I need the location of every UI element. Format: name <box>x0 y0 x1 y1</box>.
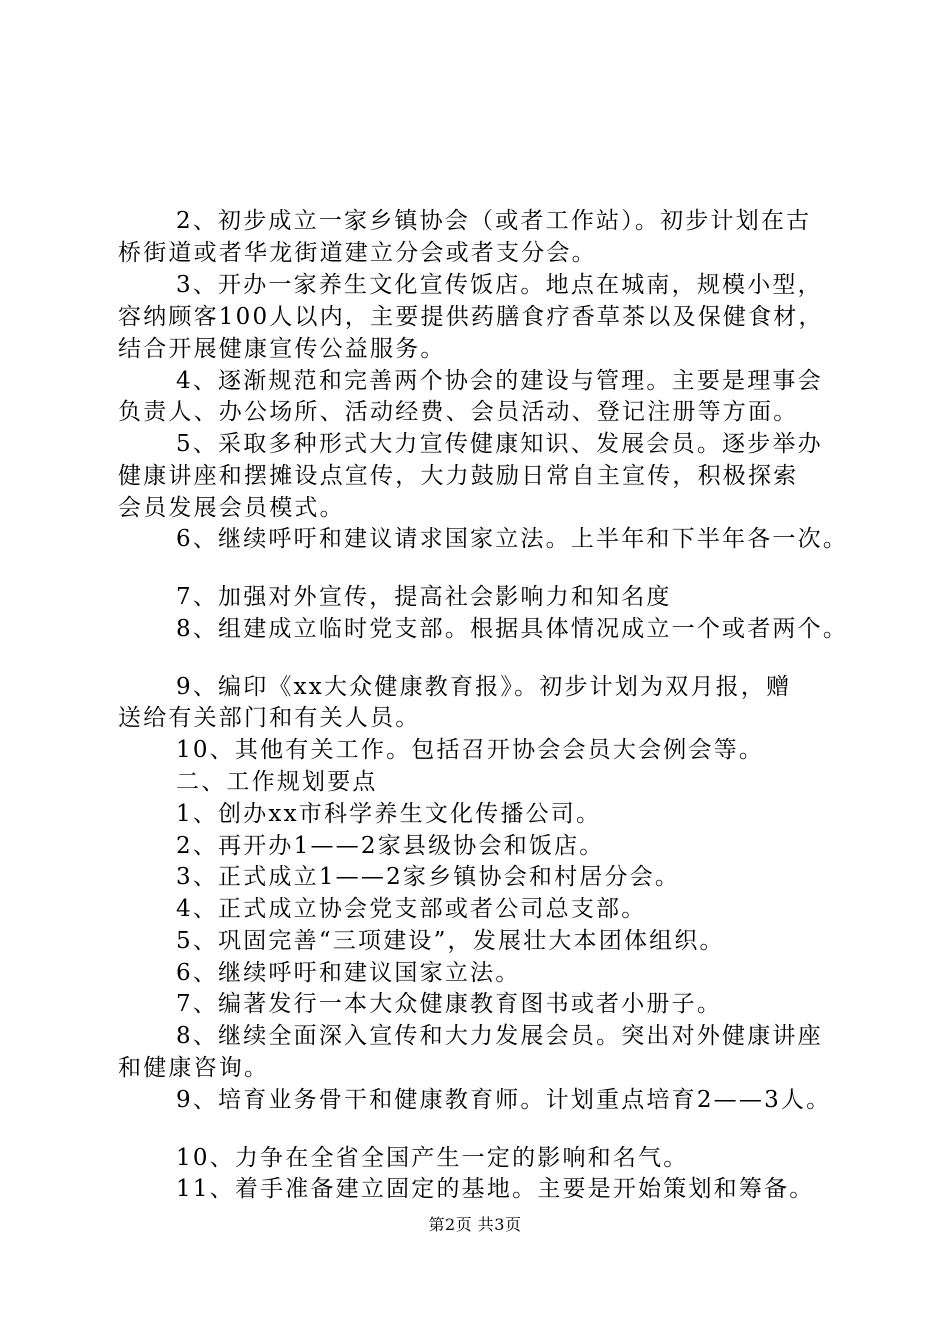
text-line: 11、着手准备建立固定的基地。主要是开始策划和筹备。 <box>176 1176 815 1202</box>
text-line: 10、其他有关工作。包括召开协会会员大会例会等。 <box>176 737 765 763</box>
text-line: 8、继续全面深入宣传和大力发展会员。突出对外健康讲座 <box>176 1023 823 1049</box>
text-line: 2、初步成立一家乡镇协会（或者工作站）。初步计划在古 <box>176 208 812 234</box>
text-line: 桥街道或者华龙街道建立分会或者支分会。 <box>118 240 597 266</box>
text-line: 负责人、办公场所、活动经费、会员活动、登记注册等方面。 <box>118 399 799 425</box>
text-line: 7、加强对外宣传，提高社会影响力和知名度 <box>176 584 672 610</box>
text-line: 3、正式成立1——2家乡镇协会和村居分会。 <box>176 864 681 890</box>
text-line: 健康讲座和摆摊设点宣传，大力鼓励日常自主宣传，积极探索 <box>118 463 799 489</box>
section-heading: 二、工作规划要点 <box>176 769 378 795</box>
text-line: 2、再开办1——2家县级协会和饭店。 <box>176 833 605 859</box>
text-line: 10、力争在全省全国产生一定的影响和名气。 <box>176 1145 689 1171</box>
text-line: 会员发展会员模式。 <box>118 495 345 521</box>
text-line: 7、编著发行一本大众健康教育图书或者小册子。 <box>176 991 723 1017</box>
text-line: 结合开展健康宣传公益服务。 <box>118 336 446 362</box>
text-line: 9、编印《xx大众健康教育报》。初步计划为双月报，赠 <box>176 674 792 700</box>
text-line: 送给有关部门和有关人员。 <box>118 705 421 731</box>
text-line: 3、开办一家养生文化宣传饭店。地点在城南，规模小型， <box>176 272 823 298</box>
text-line: 8、组建成立临时党支部。根据具体情况成立一个或者两个。 <box>176 616 849 642</box>
text-line: 5、采取多种形式大力宣传健康知识、发展会员。逐步举办 <box>176 431 823 457</box>
text-line: 4、逐渐规范和完善两个协会的建设与管理。主要是理事会 <box>176 368 823 394</box>
text-line: 4、正式成立协会党支部或者公司总支部。 <box>176 896 647 922</box>
text-line: 容纳顾客100人以内，主要提供药膳食疗香草茶以及保健食材， <box>118 304 824 330</box>
page-number-footer: 第2页 共3页 <box>428 1215 522 1234</box>
text-line: 和健康咨询。 <box>118 1055 270 1081</box>
text-line: 6、继续呼吁和建议请求国家立法。上半年和下半年各一次。 <box>176 526 849 552</box>
text-line: 1、创办xx市科学养生文化传播公司。 <box>176 801 602 827</box>
text-line: 5、巩固完善“三项建设”，发展壮大本团体组织。 <box>176 928 725 954</box>
text-line: 6、继续呼吁和建议国家立法。 <box>176 960 521 986</box>
text-line: 9、培育业务骨干和健康教育师。计划重点培育2——3人。 <box>176 1087 832 1113</box>
